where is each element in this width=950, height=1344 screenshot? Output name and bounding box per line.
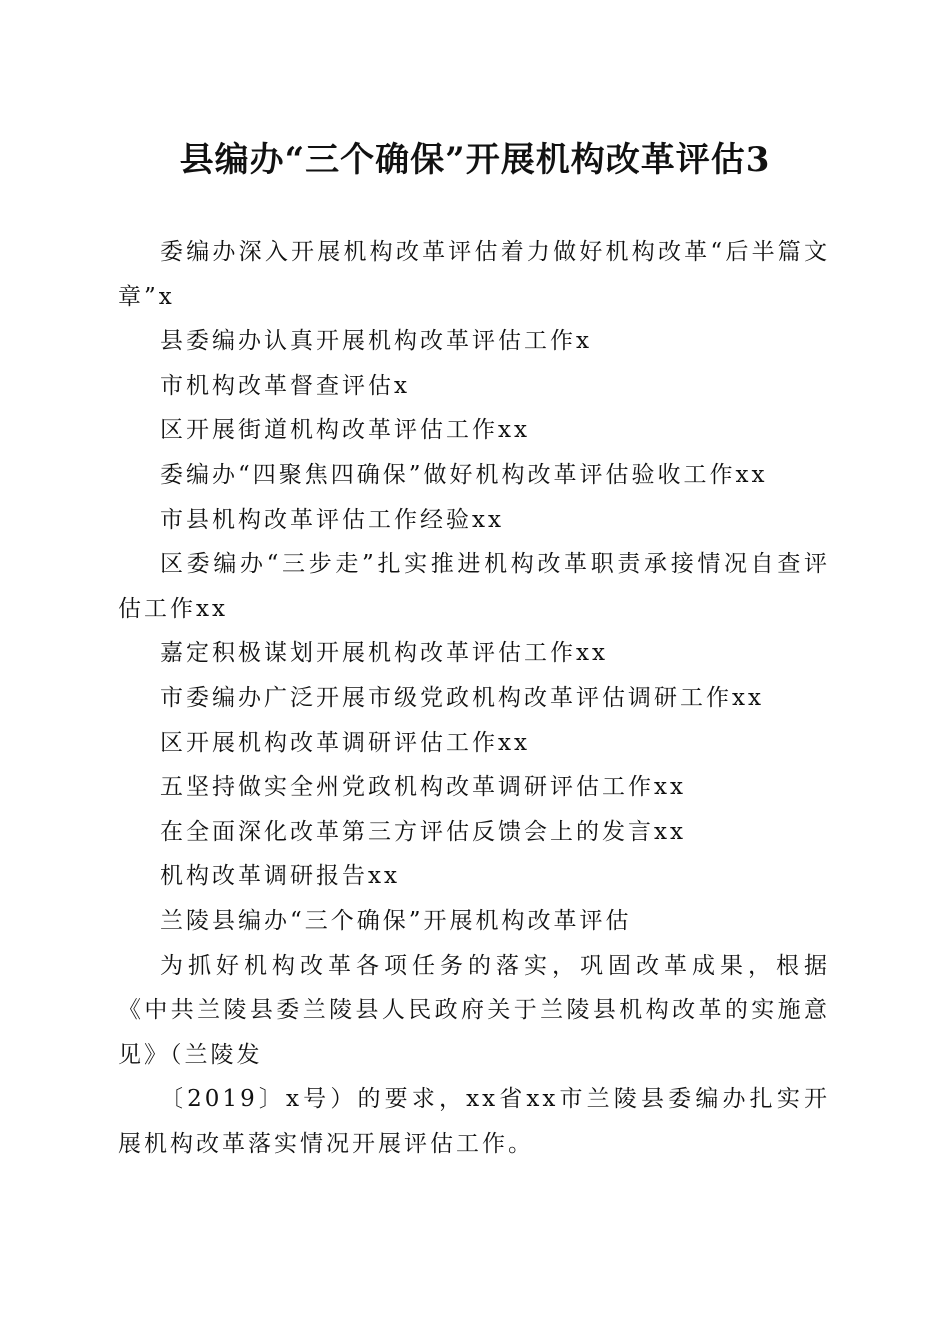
paragraph: 〔2019〕x号）的要求，xx省xx市兰陵县委编办扎实开展机构改革落实情况开展评估工作。 <box>118 1086 830 1157</box>
paragraph: 县委编办认真开展机构改革评估工作x <box>160 328 592 355</box>
paragraph: 市委编办广泛开展市级党政机构改革评估调研工作xx <box>160 684 764 711</box>
paragraph: 市县机构改革评估工作经验xx <box>160 506 504 533</box>
paragraph: 为抓好机构改革各项任务的落实，巩固改革成果，根据《中共兰陵县委兰陵县人民政府关于兰陵县机构改革的实施意见》（兰陵发 <box>118 952 830 1068</box>
paragraph: 在全面深化改革第三方评估反馈会上的发言xx <box>160 818 686 845</box>
document-title: 县编办“三个确保”开展机构改革评估3 <box>179 140 771 180</box>
paragraph: 机构改革调研报告xx <box>160 863 400 890</box>
paragraph: 五坚持做实全州党政机构改革调研评估工作xx <box>160 774 686 801</box>
paragraph: 区开展机构改革调研评估工作xx <box>160 729 530 756</box>
paragraph: 区开展街道机构改革评估工作xx <box>160 417 530 444</box>
paragraph: 委编办“四聚焦四确保”做好机构改革评估验收工作xx <box>160 461 768 488</box>
paragraph: 市机构改革督查评估x <box>160 372 410 399</box>
document-body <box>118 230 830 1166</box>
paragraph: 区委编办“三步走”扎实推进机构改革职责承接情况自查评估工作xx <box>118 551 830 622</box>
paragraph: 兰陵县编办“三个确保”开展机构改革评估 <box>160 907 632 934</box>
paragraph: 委编办深入开展机构改革评估着力做好机构改革“后半篇文章”x <box>118 239 830 310</box>
paragraph: 嘉定积极谋划开展机构改革评估工作xx <box>160 640 608 667</box>
